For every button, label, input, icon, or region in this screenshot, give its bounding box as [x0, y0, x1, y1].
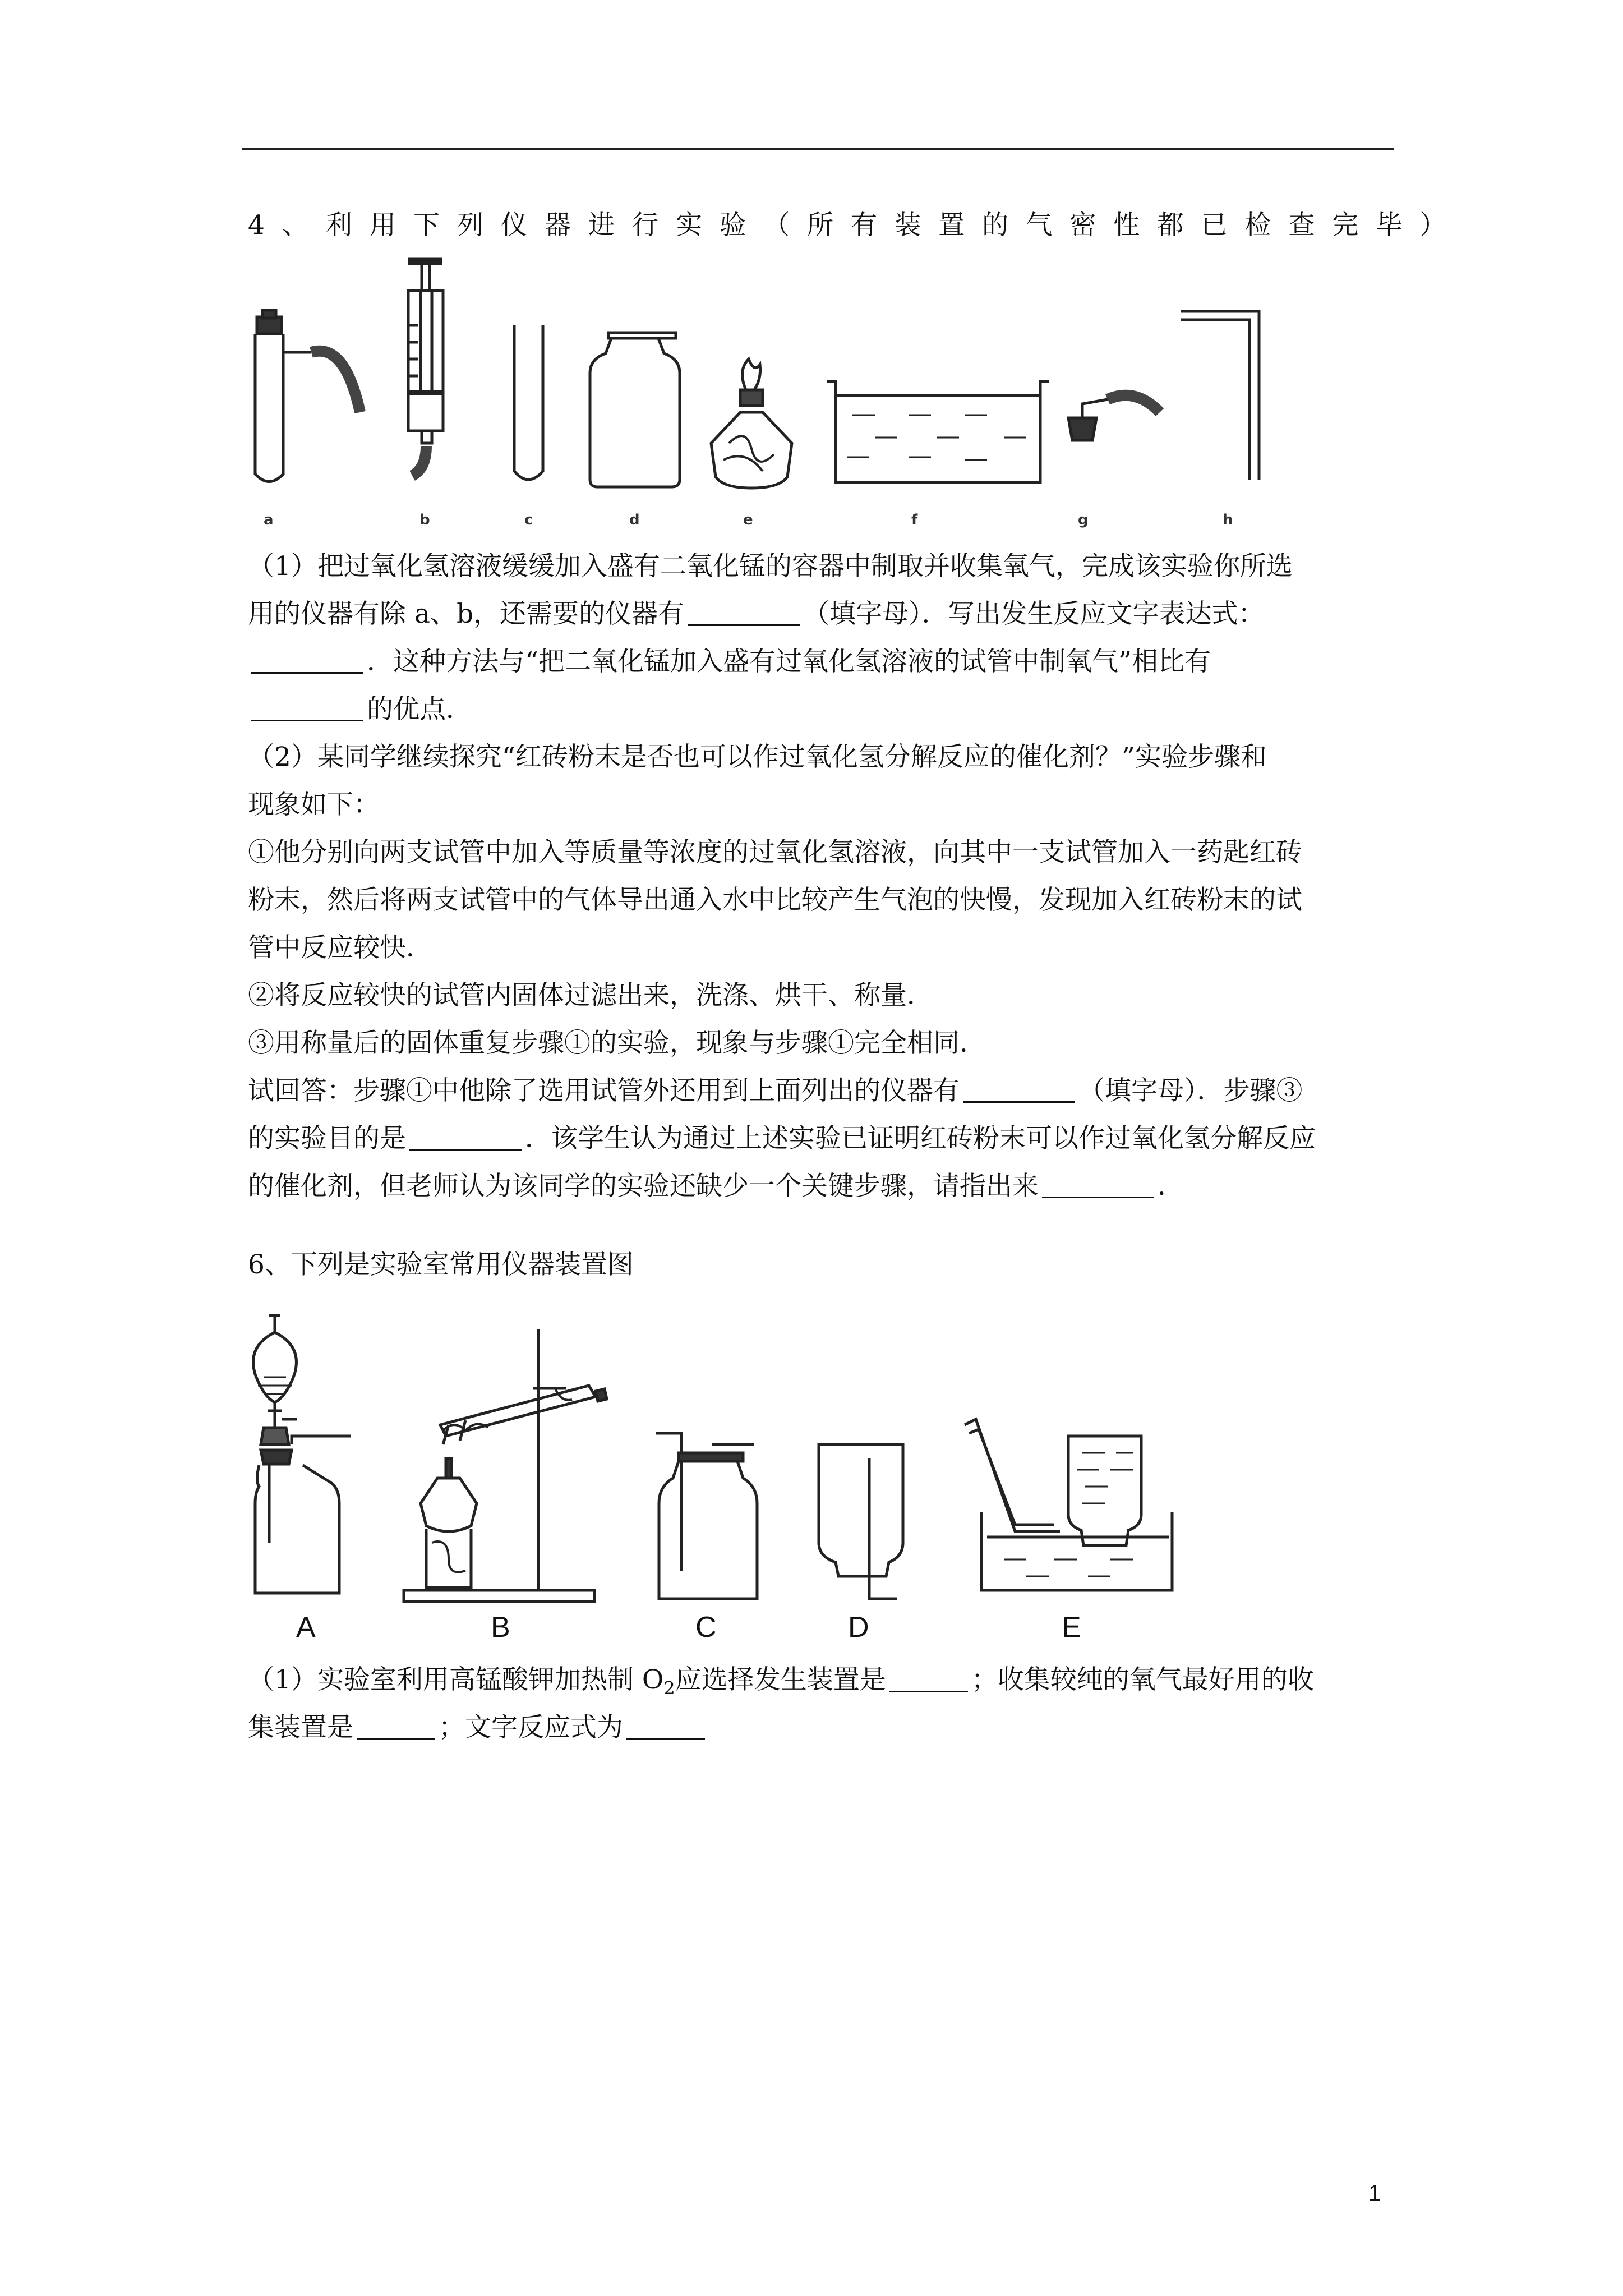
q6-p1-line1: （1）实验室利用高锰酸钾加热制 $O_2$应选择发生装置是 ；收集较纯的氧气最好用的收: [248, 1664, 1314, 1699]
page-number: 1: [1368, 2181, 1381, 2206]
q4-p1-line3: ．这种方法与“把二氧化锰加入盛有过氧化氢溶液的试管中制氧气”相比有: [248, 645, 1211, 679]
label-e: e: [743, 512, 753, 528]
q6-title: 6、下列是实验室常用仪器装置图: [248, 1249, 634, 1280]
answer-blank[interactable]: [963, 1076, 1075, 1103]
answer-blank[interactable]: [889, 1666, 968, 1692]
q4-step1-line3: 管中反应较快．: [248, 932, 432, 963]
q4-p1-line1: （1）把过氧化氢溶液缓缓加入盛有二氧化锰的容器中制取并收集氧气，完成该实验你所选: [248, 551, 1293, 582]
apparatus-h-bent-glass-tube: [1181, 311, 1259, 480]
label-B: B: [491, 1611, 510, 1644]
q4-apparatus-figure: [0, 247, 1623, 539]
q4-step3: ③用称量后的固体重复步骤①的实验，现象与步骤①完全相同．: [248, 1028, 986, 1059]
apparatus-g-stopper-with-tube: [1068, 395, 1160, 440]
apparatus-e-alcohol-lamp: [711, 359, 792, 488]
answer-blank[interactable]: [409, 1124, 522, 1151]
q4-answer-line1: 试回答：步骤①中他除了选用试管外还用到上面列出的仪器有 （填字母）．步骤③: [248, 1075, 1303, 1106]
apparatus-a-test-tube-with-tube: [255, 310, 360, 482]
label-A: A: [296, 1611, 316, 1644]
label-h: h: [1223, 512, 1233, 528]
q4-step1-line1: ①他分别向两支试管中加入等质量等浓度的过氧化氢溶液，向其中一支试管加入一药匙红砖: [248, 837, 1302, 868]
answer-blank[interactable]: [357, 1714, 435, 1740]
q4-answer-line2: 的实验目的是 ．该学生认为通过上述实验已证明红砖粉末可以作过氧化氢分解反应: [248, 1123, 1316, 1154]
label-D: D: [848, 1611, 869, 1644]
apparatus-f-water-trough: [827, 381, 1049, 482]
answer-blank[interactable]: [251, 695, 363, 721]
apparatus-D-inverted-bottle: [819, 1444, 903, 1599]
label-C: C: [695, 1611, 717, 1644]
label-b: b: [419, 512, 430, 528]
q6-apparatus-figure: [0, 1307, 1623, 1649]
label-f: f: [911, 512, 918, 528]
answer-blank[interactable]: [251, 647, 363, 674]
q4-p1-line2: 用的仪器有除 a、b，还需要的仪器有 （填字母）．写出发生反应文字表达式：: [248, 599, 1265, 629]
header-rule: [242, 148, 1394, 150]
q4-p2-line1: （2）某同学继续探究“红砖粉末是否也可以作过氧化氢分解反应的催化剂？”实验步骤和: [248, 742, 1267, 772]
q4-step1-line2: 粉末，然后将两支试管中的气体导出通入水中比较产生气泡的快慢，发现加入红砖粉末的试: [248, 885, 1302, 915]
apparatus-b-syringe: [408, 259, 443, 476]
apparatus-C-wash-bottle: [656, 1433, 757, 1599]
answer-blank[interactable]: [626, 1714, 705, 1740]
apparatus-A-funnel-bottle: [253, 1315, 351, 1593]
q4-p1-line4: 的优点．: [248, 693, 472, 726]
label-g: g: [1078, 512, 1089, 528]
label-d: d: [629, 512, 640, 528]
label-E: E: [1062, 1611, 1081, 1644]
apparatus-B-heating-setup: [404, 1329, 607, 1602]
label-c: c: [524, 512, 533, 528]
q4-p2-line2: 现象如下：: [248, 789, 380, 820]
q4-title: 4、利用下列仪器进行实验（所有装置的气密性都已检查完毕）: [248, 210, 1464, 241]
apparatus-c-test-tube: [514, 325, 543, 480]
q4-answer-line3: 的催化剂，但老师认为该同学的实验还缺少一个关键步骤，请指出来 ．: [248, 1171, 1184, 1202]
label-a: a: [264, 512, 274, 528]
apparatus-E-water-displacement: [965, 1419, 1172, 1590]
apparatus-d-gas-bottle: [590, 333, 680, 487]
answer-blank[interactable]: [1042, 1172, 1154, 1198]
q4-step2: ②将反应较快的试管内固体过滤出来，洗涤、烘干、称量．: [248, 980, 933, 1011]
answer-blank[interactable]: [688, 600, 800, 626]
q6-p1-line2: 集装置是 ；文字反应式为: [248, 1711, 708, 1745]
